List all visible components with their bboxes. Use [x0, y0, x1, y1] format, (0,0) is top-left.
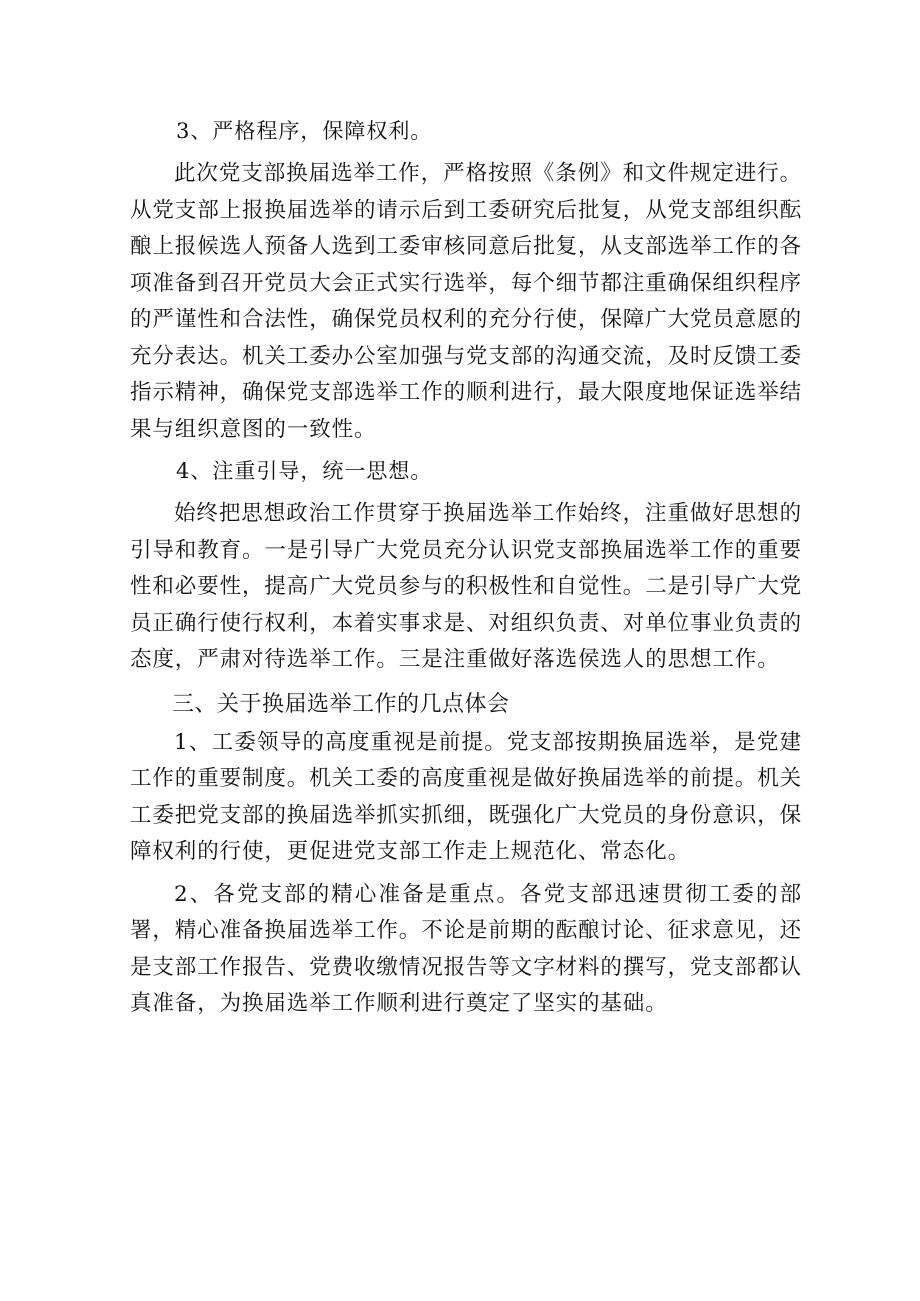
paragraph-guidance: 始终把思想政治工作贯穿于换届选举工作始终，注重做好思想的引导和教育。一是引导广大党员充分认识党支部换届选举工作的重要性和必要性，提高广大党员参与的积极性和自觉性。二是引导广大党员正确行使行权利，本着实事求是、对组织负责、对单位事业负责的态度，严肃对待选举工作。三是注重做好落选侯选人的思想工作。 — [130, 501, 803, 672]
paragraph-point-2: 2、各党支部的精心准备是重点。各党支部迅速贯彻工委的部署，精心准备换届选举工作。不论是前期的酝酿讨论、征求意见，还是支部工作报告、党费收缴情况报告等文字材料的撰写，党支部都认真准备，为换届选举工作顺利进行奠定了坚实的基础。 — [130, 881, 803, 1016]
subheading-3: 3、严格程序，保障权利。 — [176, 119, 433, 143]
paragraph-point-1: 1、工委领导的高度重视是前提。党支部按期换届选举，是党建工作的重要制度。机关工委的高度重视是做好换届选举的前提。机关工委把党支部的换届选举抓实抓细，既强化广大党员的身份意识，保障权利的行使，更促进党支部工作走上规范化、常态化。 — [130, 729, 803, 864]
document-page — [130, 112, 802, 1023]
section-title: 三、关于换届选举工作的几点体会 — [172, 691, 510, 717]
paragraph-strict-procedure: 此次党支部换届选举工作，严格按照《条例》和文件规定进行。从党支部上报换届选举的请示后到工委研究后批复，从党支部组织酝酿上报候选人预备人选到工委审核同意后批复，从支部选举工作的各项准备到召开党员大会正式实行选举，每个细节都注重确保组织程序的严谨性和合法性，确保党员权利的充分行使，保障广大党员意愿的充分表达。机关工委办公室加强与党支部的沟通交流，及时反馈工委指示精神，确保党支部选举工作的顺利进行，最大限度地保证选举结果与组织意图的一致性。 — [130, 161, 803, 442]
subheading-4: 4、注重引导，统一思想。 — [176, 459, 433, 483]
